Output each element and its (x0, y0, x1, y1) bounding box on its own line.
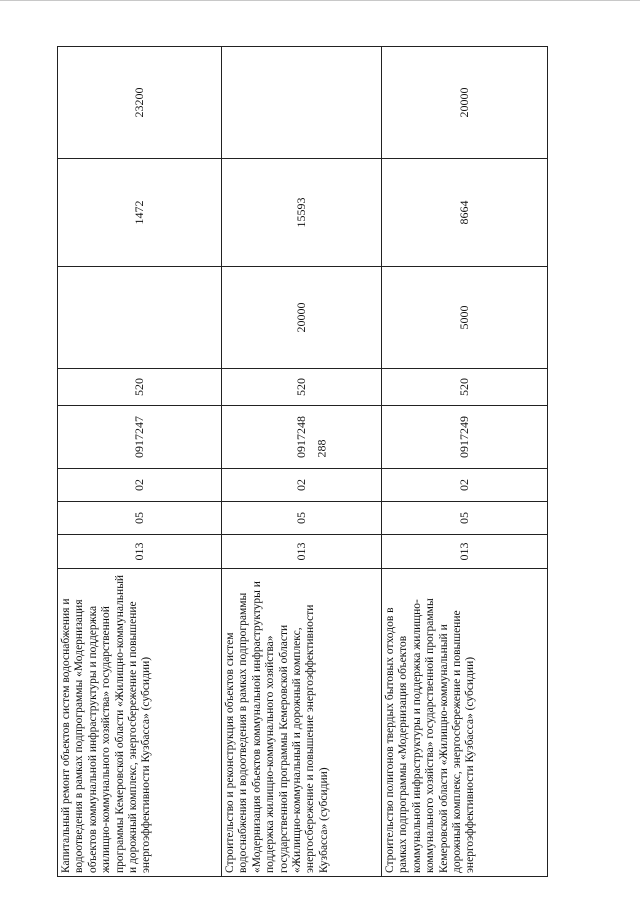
row-amount-1: 5000 (382, 267, 548, 369)
row-name: Строительство и реконструкция объектов систем водоснабжения и водоотведения в рамках подпрограммы «Модернизация объектов коммунальной инфраструктуры и поддержка жилищно-коммунального хозяйства» государственной программы Кемеровской области «Жилищно-коммунальный и дорожный комплекс, энергосбережение и повышение энергоэффективности Кузбасса» (субсидии) (222, 569, 382, 877)
row-target-code: 0917248 (222, 406, 382, 469)
row-target-code: 0917249 (382, 406, 548, 469)
row-ministry-code: 013 (222, 535, 382, 569)
row-amount-3 (222, 47, 382, 159)
budget-table (57, 46, 548, 877)
table-row (222, 47, 382, 877)
row-subsection-code: 02 (382, 469, 548, 502)
row-type-code: 520 (382, 369, 548, 406)
row-amount-1: 20000 (222, 267, 382, 369)
page-top-rule (0, 0, 640, 1)
budget-table-rotated (57, 47, 547, 877)
row-section-code: 05 (58, 502, 222, 535)
row-amount-3: 23200 (58, 47, 222, 159)
row-subsection-code: 02 (58, 469, 222, 502)
row-subsection-code: 02 (222, 469, 382, 502)
row-target-code: 0917247 (58, 406, 222, 469)
row-amount-2: 1472 (58, 159, 222, 267)
row-amount-2: 8664 (382, 159, 548, 267)
table-row (58, 47, 222, 877)
row-ministry-code: 013 (58, 535, 222, 569)
row-amount-2: 15593 (222, 159, 382, 267)
page-number: 288 (314, 439, 329, 458)
row-ministry-code: 013 (382, 535, 548, 569)
row-name: Капитальный ремонт объектов систем водоснабжения и водоотведения в рамках подпрограммы «Модернизация объектов коммунальной инфраструктуры и поддержка жилищно-коммунального хозяйства» государственной программы Кемеровской области «Жилищно-коммунальный и дорожный комплекс, энергосбережение и повышение энергоэффективности Кузбасса» (субсидии) (58, 569, 222, 877)
row-amount-3: 20000 (382, 47, 548, 159)
row-section-code: 05 (382, 502, 548, 535)
row-name: Строительство полигонов твердых бытовых отходов в рамках подпрограммы «Модернизация объектов коммунальной инфраструктуры и поддержка жилищно-коммунального хозяйства» государственной программы Кемеровской области «Жилищно-коммунальный и дорожный комплекс, энергосбережение и повышение энергоэффективности Кузбасса» (субсидии) (382, 569, 548, 877)
row-section-code: 05 (222, 502, 382, 535)
row-type-code: 520 (222, 369, 382, 406)
table-row (382, 47, 548, 877)
row-amount-1 (58, 267, 222, 369)
row-type-code: 520 (58, 369, 222, 406)
